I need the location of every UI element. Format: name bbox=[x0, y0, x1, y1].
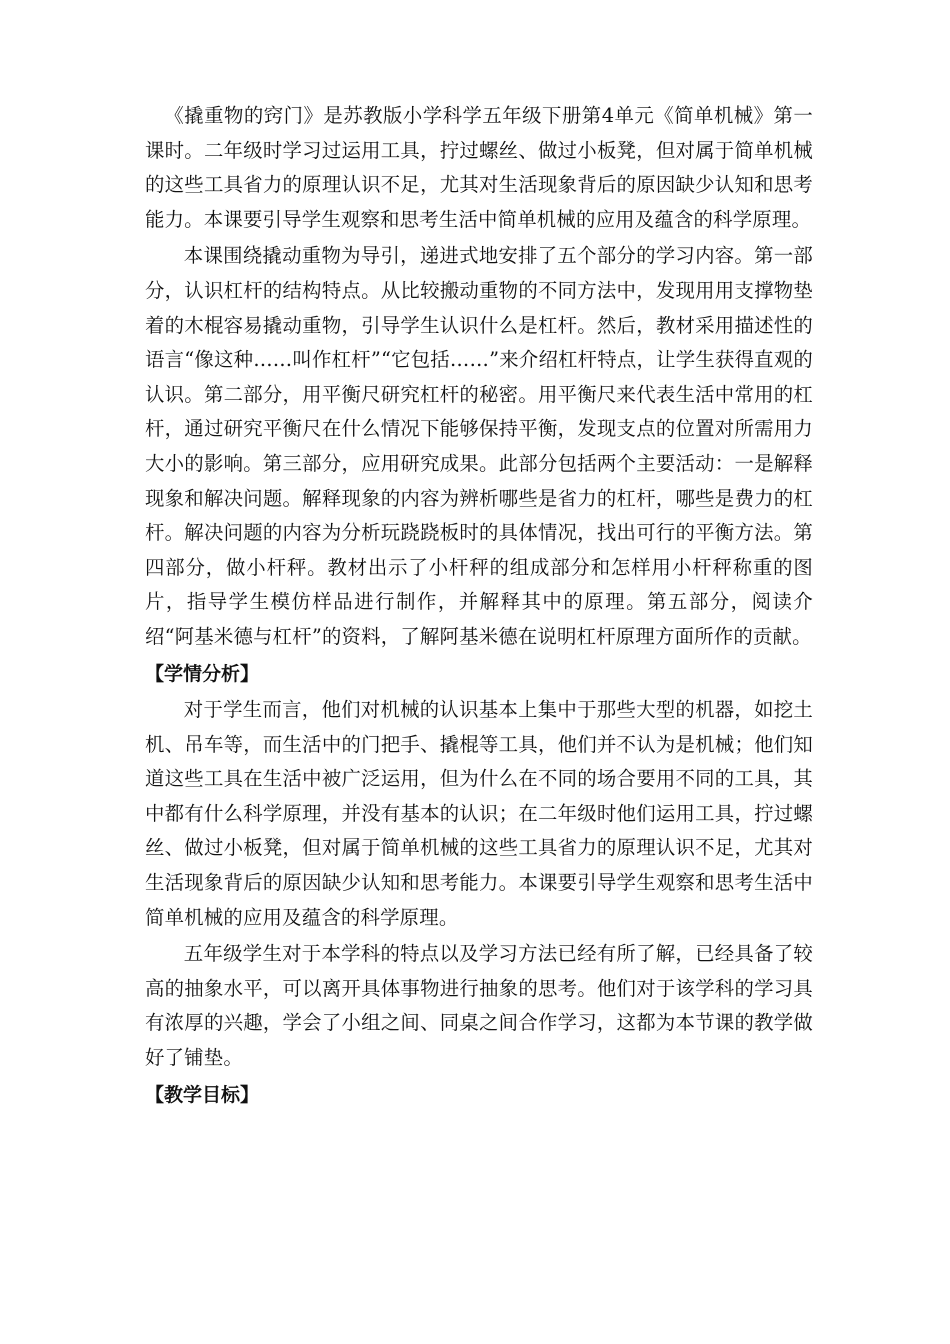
intro-paragraph-2: 本课围绕撬动重物为导引，递进式地安排了五个部分的学习内容。第一部分，认识杠杆的结构特点。从比较搬动重物的不同方法中，发现用用支撑物垫着的木棍容易撬动重物，引导学生认识什么是杠杆。然后，教材采用描述性的语言“像这种……叫作杠杆”“它包括……”来介绍杠杆特点，让学生获得直观的认识。第二部分，用平衡尺研究杠杆的秘密。用平衡尺来代表生活中常用的杠杆，通过研究平衡尺在什么情况下能够保持平衡，发现支点的位置对所需用力大小的影响。第三部分，应用研究成果。此部分包括两个主要活动：一是解释现象和解决问题。解释现象的内容为辨析哪些是省力的杠杆，哪些是费力的杠杆。解决问题的内容为分析玩跷跷板时的具体情况，找出可行的平衡方法。第四部分，做小杆秤。教材出示了小杆秤的组成部分和怎样用小杆秤称重的图片，指导学生模仿样品进行制作，并解释其中的原理。第五部分，阅读介绍“阿基米德与杠杆”的资料，了解阿基米德在说明杠杆原理方面所作的贡献。 bbox=[145, 244, 813, 648]
learner-analysis-paragraph-1: 对于学生而言，他们对机械的认识基本上集中于那些大型的机器，如挖土机、吊车等，而生活中的门把手、撬棍等工具，他们并不认为是机械；他们知道这些工具在生活中被广泛运用，但为什么在不同的场合要用不同的工具，其中都有什么科学原理，并没有基本的认识；在二年级时他们运用工具，拧过螺丝、做过小板凳，但对属于简单机械的这些工具省力的原理认识不足，尤其对生活现象背后的原因缺少认知和思考能力。本课要引导学生观察和思考生活中简单机械的应用及蕴含的科学原理。 bbox=[145, 698, 813, 929]
section-heading-learner-analysis: 【学情分析】 bbox=[145, 662, 260, 685]
intro-paragraph-1: 《撬重物的窍门》是苏教版小学科学五年级下册第4单元《简单机械》第一课时。二年级时学习过运用工具，拧过螺丝、做过小板凳，但对属于简单机械的这些工具省力的原理认识不足，尤其对生活现象背后的原因缺少认知和思考能力。本课要引导学生观察和思考生活中简单机械的应用及蕴含的科学原理。 bbox=[145, 104, 813, 231]
section-heading-teaching-goals: 【教学目标】 bbox=[145, 1083, 260, 1106]
learner-analysis-paragraph-2: 五年级学生对于本学科的特点以及学习方法已经有所了解，已经具备了较高的抽象水平，可以离开具体事物进行抽象的思考。他们对于该学科的学习具有浓厚的兴趣，学会了小组之间、同桌之间合作学习，这都为本节课的教学做好了铺垫。 bbox=[145, 942, 813, 1070]
document-page bbox=[145, 99, 813, 1114]
